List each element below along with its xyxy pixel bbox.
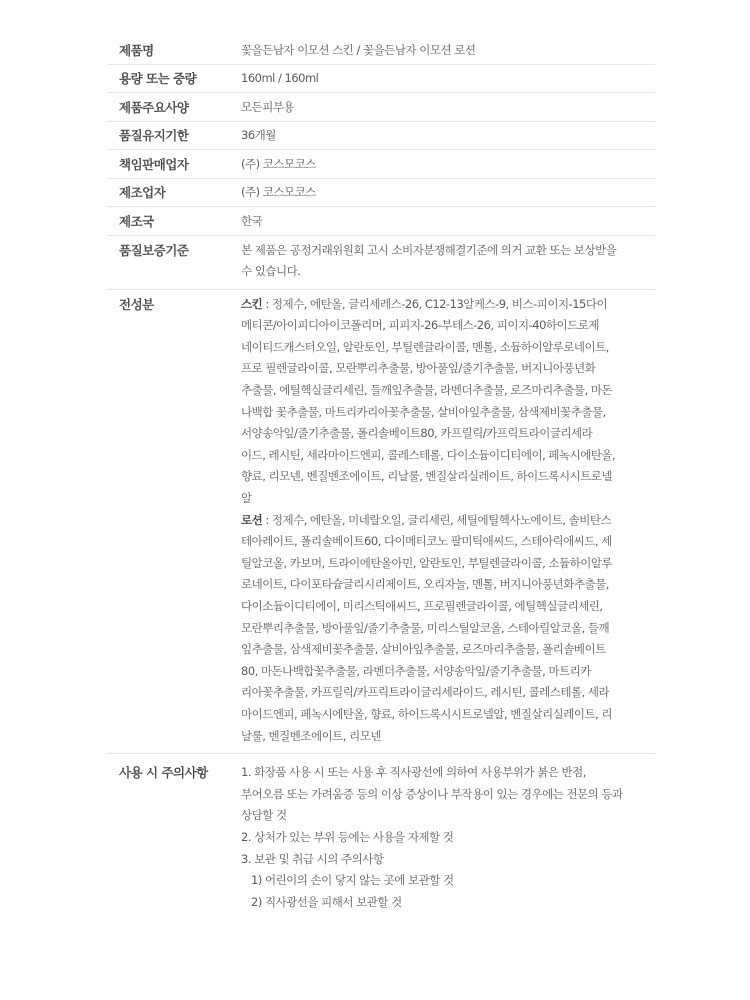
- text-line: 2) 직사광선을 피해서 보관할 것: [251, 894, 402, 909]
- text-line: 프로 필렌글라이콜, 모란뿌리추출물, 방아풀잎/줄기추출물, 버지니아풍년화: [241, 361, 596, 376]
- lotion-ingredients: [241, 510, 655, 748]
- text-line: 1. 화장품 사용 시 또는 사용 후 직사광선에 의하여 사용부위가 붉은 반점,: [241, 765, 586, 780]
- row-label: 제품명: [119, 42, 154, 58]
- row-specs: [107, 93, 655, 122]
- row-label: 품질보증기준: [119, 242, 189, 258]
- text-line: 1) 어린이의 손이 닿지 않는 곳에 보관할 것: [251, 873, 454, 888]
- text-line: 리아꽃추출물, 카프릴릭/카프릭트라이글리세라이드, 레시틴, 콜레스테롤, 세라: [241, 685, 610, 700]
- row-ingredients: [107, 290, 655, 754]
- row-label: 제품주요사양: [119, 99, 189, 115]
- text-line: 향료, 리모넨, 벤질벤조에이트, 리날룰, 벤질살리실레이트, 하이드록시시트로넬: [241, 469, 613, 484]
- row-value: 꽃을든남자 이모션 스킨 / 꽃을든남자 이모션 로션: [241, 42, 476, 57]
- text-line: 이드, 레시틴, 세라마이드엔피, 콜레스테롤, 다이소듐이디티에이, 페녹시에탄올,: [241, 447, 616, 462]
- text-line: 테아레이트, 폴리솔베이트60, 다이메티코노 팔미틱애씨드, 스테아릭애씨드, 세: [241, 534, 612, 549]
- text-line: [241, 510, 655, 532]
- text-line: 추출물, 에틸헥실글리세린, 들깨잎추출물, 라벤더추출물, 로즈마리추출물, 마돈: [241, 383, 613, 398]
- row-cautions: [107, 754, 655, 919]
- text-line: 수 있습니다.: [241, 264, 301, 279]
- row-value: (주) 코스모코스: [241, 156, 316, 171]
- row-value: [241, 240, 655, 283]
- text-line: 2. 상처가 있는 부위 등에는 사용을 자제할 것: [241, 829, 454, 844]
- row-country: [107, 207, 655, 236]
- product-info-table: [107, 36, 655, 919]
- text-line: 로네이트, 다이포타슘글리시리제이트, 오리자놀, 멘톨, 버지니아풍년화추출물,: [241, 577, 609, 592]
- row-manufacturer: [107, 179, 655, 208]
- text-line: 잎추출물, 삼색제비꽃추출물, 살비아잎추출물, 로즈마리추출물, 폴리솔베이트: [241, 642, 606, 657]
- text-line: [241, 294, 655, 316]
- text-line: 네이티드캐스터오일, 알란토인, 부틸렌글라이콜, 멘톨, 소듐하이알루로네이트,: [241, 339, 609, 354]
- text-line: 알: [241, 491, 252, 506]
- row-label: 용량 또는 중량: [119, 71, 197, 87]
- row-value: 모든피부용: [241, 99, 295, 114]
- row-product-name: [107, 36, 655, 65]
- lotion-label: 로션: [241, 512, 263, 527]
- row-label: 사용 시 주의사항: [119, 765, 208, 781]
- row-shelf-life: [107, 122, 655, 151]
- text-line: : 정제수, 에탄올, 미네랄오일, 글리세린, 세틸에틸헥사노에이트, 솔비탄스: [262, 512, 612, 527]
- row-quality-standard: [107, 236, 655, 290]
- skin-ingredients: [241, 294, 655, 510]
- text-line: 마이드엔피, 페녹시에탄올, 향료, 하이드록시시트로넬알, 벤질살리실레이트, 리: [241, 706, 613, 721]
- row-label: 전성분: [119, 296, 154, 312]
- text-line: 80, 마돈나백합꽃추출물, 라벤더추출물, 서양송악잎/줄기추출물, 마트리카: [241, 663, 591, 678]
- text-line: 다이소듐이디티에이, 미리스틱애씨드, 프로필렌글라이콜, 에틸헥실글리세린,: [241, 599, 603, 613]
- cautions-value: [241, 762, 655, 913]
- row-volume: [107, 65, 655, 94]
- text-line: 본 제품은 공정거래위원회 고시 소비자분쟁해결기준에 의거 교환 또는 보상받을: [241, 242, 617, 257]
- row-label: 품질유지기한: [119, 128, 189, 144]
- text-line: 부어오름 또는 가려움증 등의 이상 증상이나 부작용이 있는 경우에는 전문의 등과: [241, 786, 623, 801]
- row-label: 제조국: [119, 213, 154, 229]
- text-line: 날룰, 벤질벤조에이트, 리모넨: [241, 728, 381, 743]
- text-line: 3. 보관 및 취급 시의 주의사항: [241, 851, 384, 866]
- row-value: (주) 코스모코스: [241, 185, 316, 200]
- row-distributor: [107, 150, 655, 179]
- row-label: 제조업자: [119, 185, 166, 201]
- ingredients-value: [241, 294, 655, 747]
- text-line: 서양송악잎/줄기추출물, 폴리솔베이트80, 카프릴릭/카프릭트라이글리세라: [241, 426, 593, 441]
- text-line: 모란뿌리추출물, 방아풀잎/줄기추출물, 미리스틸알코올, 스테아릴알코올, 들깨: [241, 620, 610, 635]
- skin-label: 스킨: [241, 296, 263, 311]
- row-label: 책임판매업자: [119, 156, 189, 172]
- row-value: 160ml / 160ml: [241, 71, 319, 86]
- text-line: 나백합 꽃추출물, 마트리카리아꽃추출물, 살비아잎추출물, 삼색제비꽃추출물,: [241, 404, 606, 419]
- row-value: 한국: [241, 213, 263, 228]
- text-line: : 정제수, 에탄올, 글리세레스-26, C12-13알케스-9, 비스-피이지-15다이: [262, 296, 608, 311]
- row-value: 36개월: [241, 128, 276, 143]
- text-line: 틸알코올, 카보머, 트라이에탄올아민, 알란토인, 부틸렌글라이콜, 소듐하이알루: [241, 555, 613, 570]
- text-line: 메티콘/아이피디아이코폴리머, 피피지-26-부테스-26, 피이지-40하이드로제: [241, 318, 599, 333]
- text-line: 상담할 것: [241, 808, 287, 823]
